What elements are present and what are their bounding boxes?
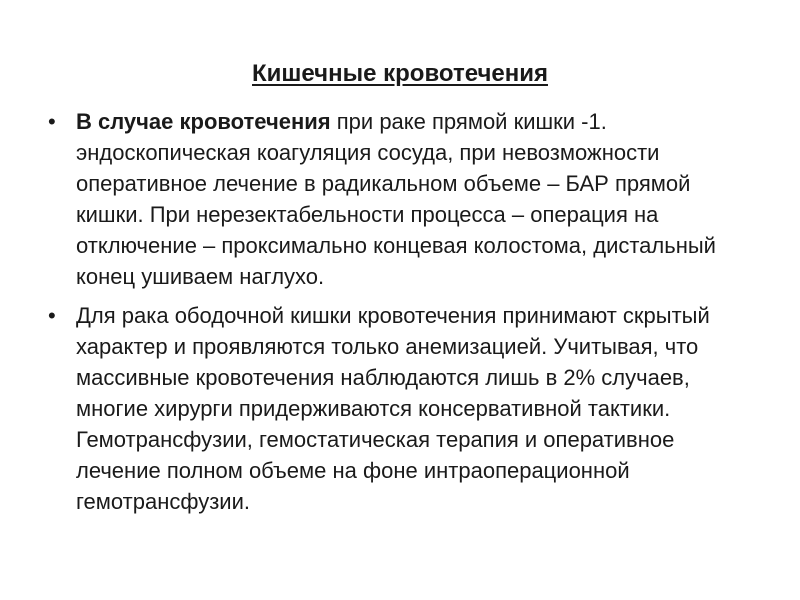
bullet-dot-icon: • <box>48 109 56 134</box>
bullet-dot-icon: • <box>48 303 56 328</box>
bullet-list <box>48 106 748 525</box>
bullet-1-lead: В случае кровотечения <box>76 109 331 134</box>
bullet-item-2 <box>48 300 748 517</box>
slide-title: Кишечные кровотечения <box>252 60 548 87</box>
bullet-2-text: Для рака ободочной кишки кровотечения принимают скрытый характер и проявляются только анемизацией. Учитывая, что массивные кровотечения наблюдаются лишь в 2% случаев, многие хирурги придерживаются консервативной тактики. Гемотрансфузии, гемостатическая терапия и оперативное лечение полном объеме на фоне интраоперационной гемотрансфузии. <box>76 303 710 514</box>
bullet-1-text: при раке прямой кишки -1. эндоскопическая коагуляция сосуда, при невозможности оперативное лечение в радикальном объеме – БАР прямой кишки. При нерезектабельности процесса – операция на отключение – проксимально концевая колостома, дистальный конец ушиваем наглухо. <box>76 109 716 289</box>
bullet-item-1 <box>48 106 748 292</box>
